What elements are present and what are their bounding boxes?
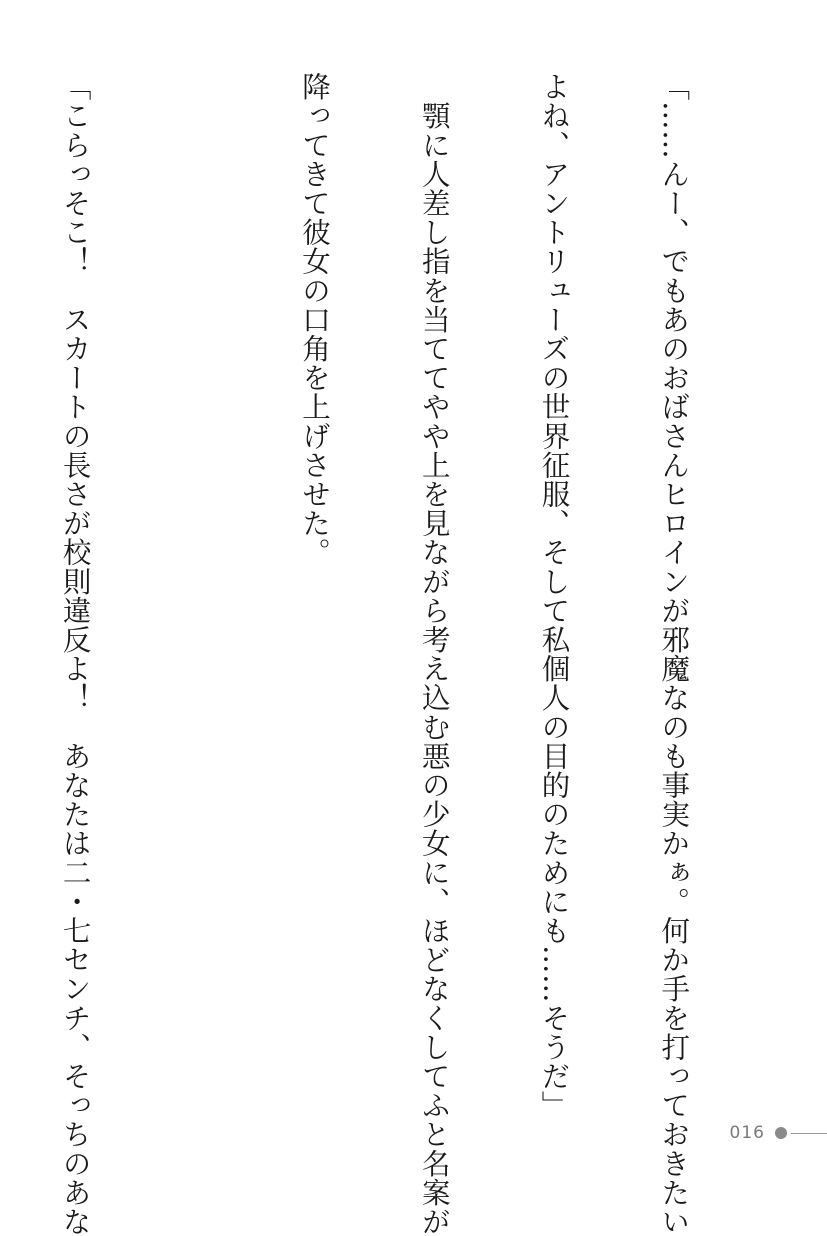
paragraph-spacer [174,72,214,1112]
text-line: 「……んー、でもあのおばさんヒロインが邪魔なのも事実かぁ。何か手を打っておきたい [657,72,691,1236]
text-line: 「こらっそこ！ スカートの長さが校則違反よ！ あなたは二・七センチ、そっちのあな [58,72,92,1236]
text-line: よね、アントリューズの世界征服、そして私個人の目的のためにも……そうだ」 [537,72,571,1120]
page-number: 016 [729,1123,765,1143]
text-line: 顎に人差し指を当ててやや上を見ながら考え込む悪の少女に、ほどなくしてふと名案が [417,72,451,1236]
bullet-dot-icon [775,1127,787,1139]
text-line: 降ってきて彼女の口角を上げさせた。 [298,72,332,567]
footer-rule [791,1133,827,1134]
page-footer [730,1120,827,1146]
